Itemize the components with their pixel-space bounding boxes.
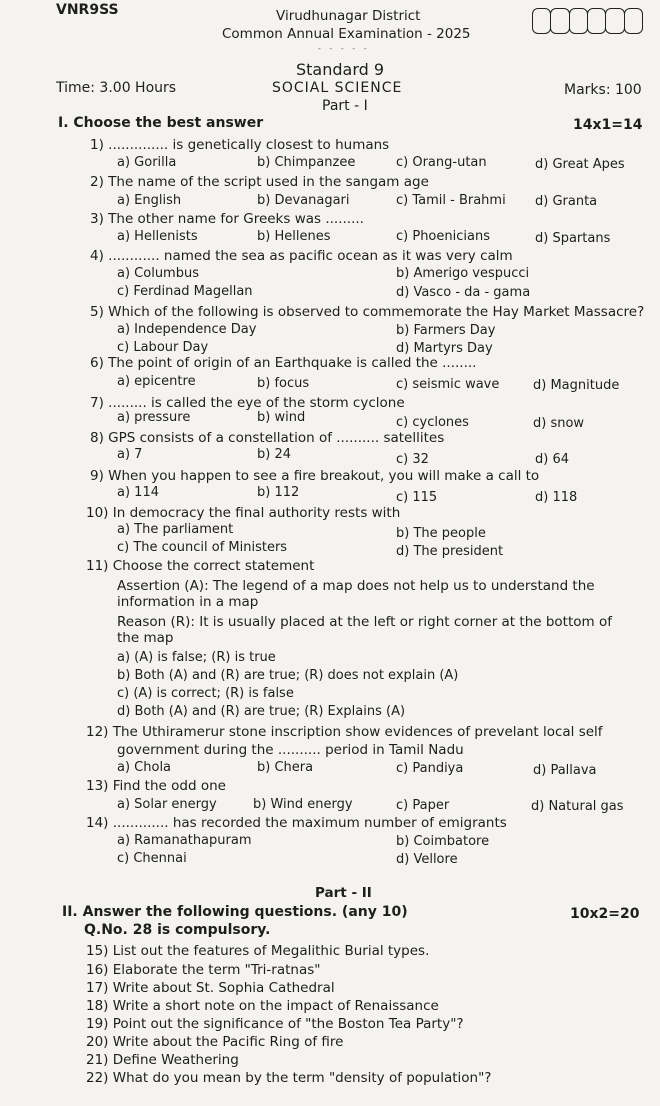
option-a: a) (A) is false; (R) is true: [117, 650, 276, 665]
question-text-continued: government during the .......... period in Tamil Nadu: [117, 742, 464, 758]
list-item: 21) Define Weathering: [86, 1052, 239, 1068]
section-two-heading: II. Answer the following questions. (any 10): [62, 904, 408, 920]
option-a: a) 114: [117, 485, 159, 500]
option-c: c) Orang-utan: [396, 155, 487, 170]
option-b: b) wind: [257, 410, 306, 425]
option-d: d) 118: [535, 490, 578, 505]
register-box: [587, 8, 606, 34]
question-text: 5) Which of the following is observed to commemorate the Hay Market Massacre?: [90, 304, 645, 320]
question-text: 14) ............. has recorded the maximum number of emigrants: [86, 815, 507, 831]
option-a: a) Independence Day: [117, 322, 257, 337]
option-a: a) 7: [117, 447, 143, 462]
option-a: a) Ramanathapuram: [117, 833, 252, 848]
option-b: b) The people: [396, 526, 486, 541]
list-item: 20) Write about the Pacific Ring of fire: [86, 1034, 344, 1050]
question-text: 1) .............. is genetically closest to humans: [90, 137, 390, 153]
question-text: 12) The Uthiramerur stone inscription show evidences of prevelant local self: [86, 724, 603, 740]
title-divider: - - - - -: [318, 44, 370, 53]
assertion-text-continued: information in a map: [117, 594, 259, 610]
option-d: d) Great Apes: [535, 157, 625, 172]
exam-title: Common Annual Examination - 2025: [222, 26, 471, 42]
question-text: 13) Find the odd one: [86, 778, 226, 794]
option-b: b) Both (A) and (R) are true; (R) does not explain (A): [117, 668, 459, 683]
option-d: d) Vasco - da - gama: [396, 285, 531, 300]
paper-code: VNR9SS: [56, 2, 119, 18]
option-d: d) Both (A) and (R) are true; (R) Explains (A): [117, 704, 406, 719]
option-b: b) Wind energy: [253, 797, 353, 812]
list-item: 16) Elaborate the term "Tri-ratnas": [86, 962, 321, 978]
register-box: [624, 8, 643, 34]
option-a: a) epicentre: [117, 374, 196, 389]
option-d: d) 64: [535, 452, 569, 467]
option-a: a) English: [117, 193, 182, 208]
option-a: a) Columbus: [117, 266, 199, 281]
reason-text-continued: the map: [117, 630, 174, 646]
question-text: 4) ............ named the sea as pacific ocean as it was very calm: [90, 248, 513, 264]
option-c: c) 32: [396, 452, 429, 467]
register-number-boxes: [532, 8, 642, 34]
option-b: b) Amerigo vespucci: [396, 266, 530, 281]
standard-title: Standard 9: [296, 60, 385, 79]
register-box: [569, 8, 588, 34]
register-box: [532, 8, 551, 34]
option-d: d) Martyrs Day: [396, 341, 493, 356]
question-text: 2) The name of the script used in the sangam age: [90, 174, 429, 190]
option-a: a) Hellenists: [117, 229, 198, 244]
option-b: b) focus: [257, 376, 310, 391]
option-d: d) Natural gas: [531, 799, 624, 814]
assertion-text: Assertion (A): The legend of a map does not help us to understand the: [117, 578, 595, 594]
question-text: 9) When you happen to see a fire breakout, you will make a call to: [90, 468, 540, 484]
register-box: [605, 8, 624, 34]
option-a: a) Chola: [117, 760, 172, 775]
question-text: 11) Choose the correct statement: [86, 558, 315, 574]
section-two-marks: 10x2=20: [570, 906, 640, 922]
question-text: 7) ......... is called the eye of the storm cyclone: [90, 395, 405, 411]
subject-title: SOCIAL SCIENCE: [272, 80, 403, 96]
option-b: b) Hellenes: [257, 229, 331, 244]
option-d: d) Spartans: [535, 231, 611, 246]
option-d: d) Magnitude: [533, 378, 620, 393]
option-d: d) Vellore: [396, 852, 458, 867]
option-c: c) Ferdinad Magellan: [117, 284, 253, 299]
option-d: d) Pallava: [533, 763, 597, 778]
option-a: a) pressure: [117, 410, 191, 425]
option-c: c) (A) is correct; (R) is false: [117, 686, 294, 701]
list-item: 15) List out the features of Megalithic Burial types.: [86, 943, 430, 959]
option-c: c) Paper: [396, 798, 450, 813]
option-c: c) Phoenicians: [396, 229, 490, 244]
option-c: c) Pandiya: [396, 761, 464, 776]
part-two-title: Part - II: [315, 885, 372, 901]
section-one-marks: 14x1=14: [573, 117, 643, 133]
question-text: 3) The other name for Greeks was .........: [90, 211, 364, 227]
option-b: b) Farmers Day: [396, 323, 496, 338]
list-item: 17) Write about St. Sophia Cathedral: [86, 980, 335, 996]
reason-text: Reason (R): It is usually placed at the left or right corner at the bottom of: [117, 614, 612, 630]
option-d: d) Granta: [535, 194, 598, 209]
option-a: a) Gorilla: [117, 155, 177, 170]
option-d: d) snow: [533, 416, 585, 431]
list-item: 22) What do you mean by the term "density of population"?: [86, 1070, 492, 1086]
option-b: b) Chera: [257, 760, 314, 775]
option-c: c) Labour Day: [117, 340, 209, 355]
marks-label: Marks: 100: [564, 82, 642, 98]
list-item: 19) Point out the significance of "the Boston Tea Party"?: [86, 1016, 464, 1032]
question-text: 10) In democracy the final authority rests with: [86, 505, 401, 521]
option-c: c) The council of Ministers: [117, 540, 288, 555]
option-c: c) 115: [396, 490, 438, 505]
section-one-heading: I. Choose the best answer: [58, 115, 264, 131]
question-text: 8) GPS consists of a constellation of .......... satellites: [90, 430, 445, 446]
option-b: b) Devanagari: [257, 193, 350, 208]
option-a: a) Solar energy: [117, 797, 217, 812]
district-title: Virudhunagar District: [276, 8, 421, 24]
option-c: c) Chennai: [117, 851, 187, 866]
register-box: [550, 8, 569, 34]
option-c: c) cyclones: [396, 415, 469, 430]
part-one-title: Part - I: [322, 98, 368, 114]
option-c: c) Tamil - Brahmi: [396, 193, 506, 208]
option-d: d) The president: [396, 544, 504, 559]
list-item: 18) Write a short note on the impact of Renaissance: [86, 998, 439, 1014]
option-c: c) seismic wave: [396, 377, 500, 392]
question-text: 6) The point of origin of an Earthquake is called the ........: [90, 355, 477, 371]
option-b: b) 112: [257, 485, 300, 500]
time-label: Time: 3.00 Hours: [56, 80, 177, 96]
option-b: b) Chimpanzee: [257, 155, 356, 170]
option-b: b) Coimbatore: [396, 834, 490, 849]
compulsory-note: Q.No. 28 is compulsory.: [84, 922, 271, 938]
option-a: a) The parliament: [117, 522, 234, 537]
option-b: b) 24: [257, 447, 291, 462]
